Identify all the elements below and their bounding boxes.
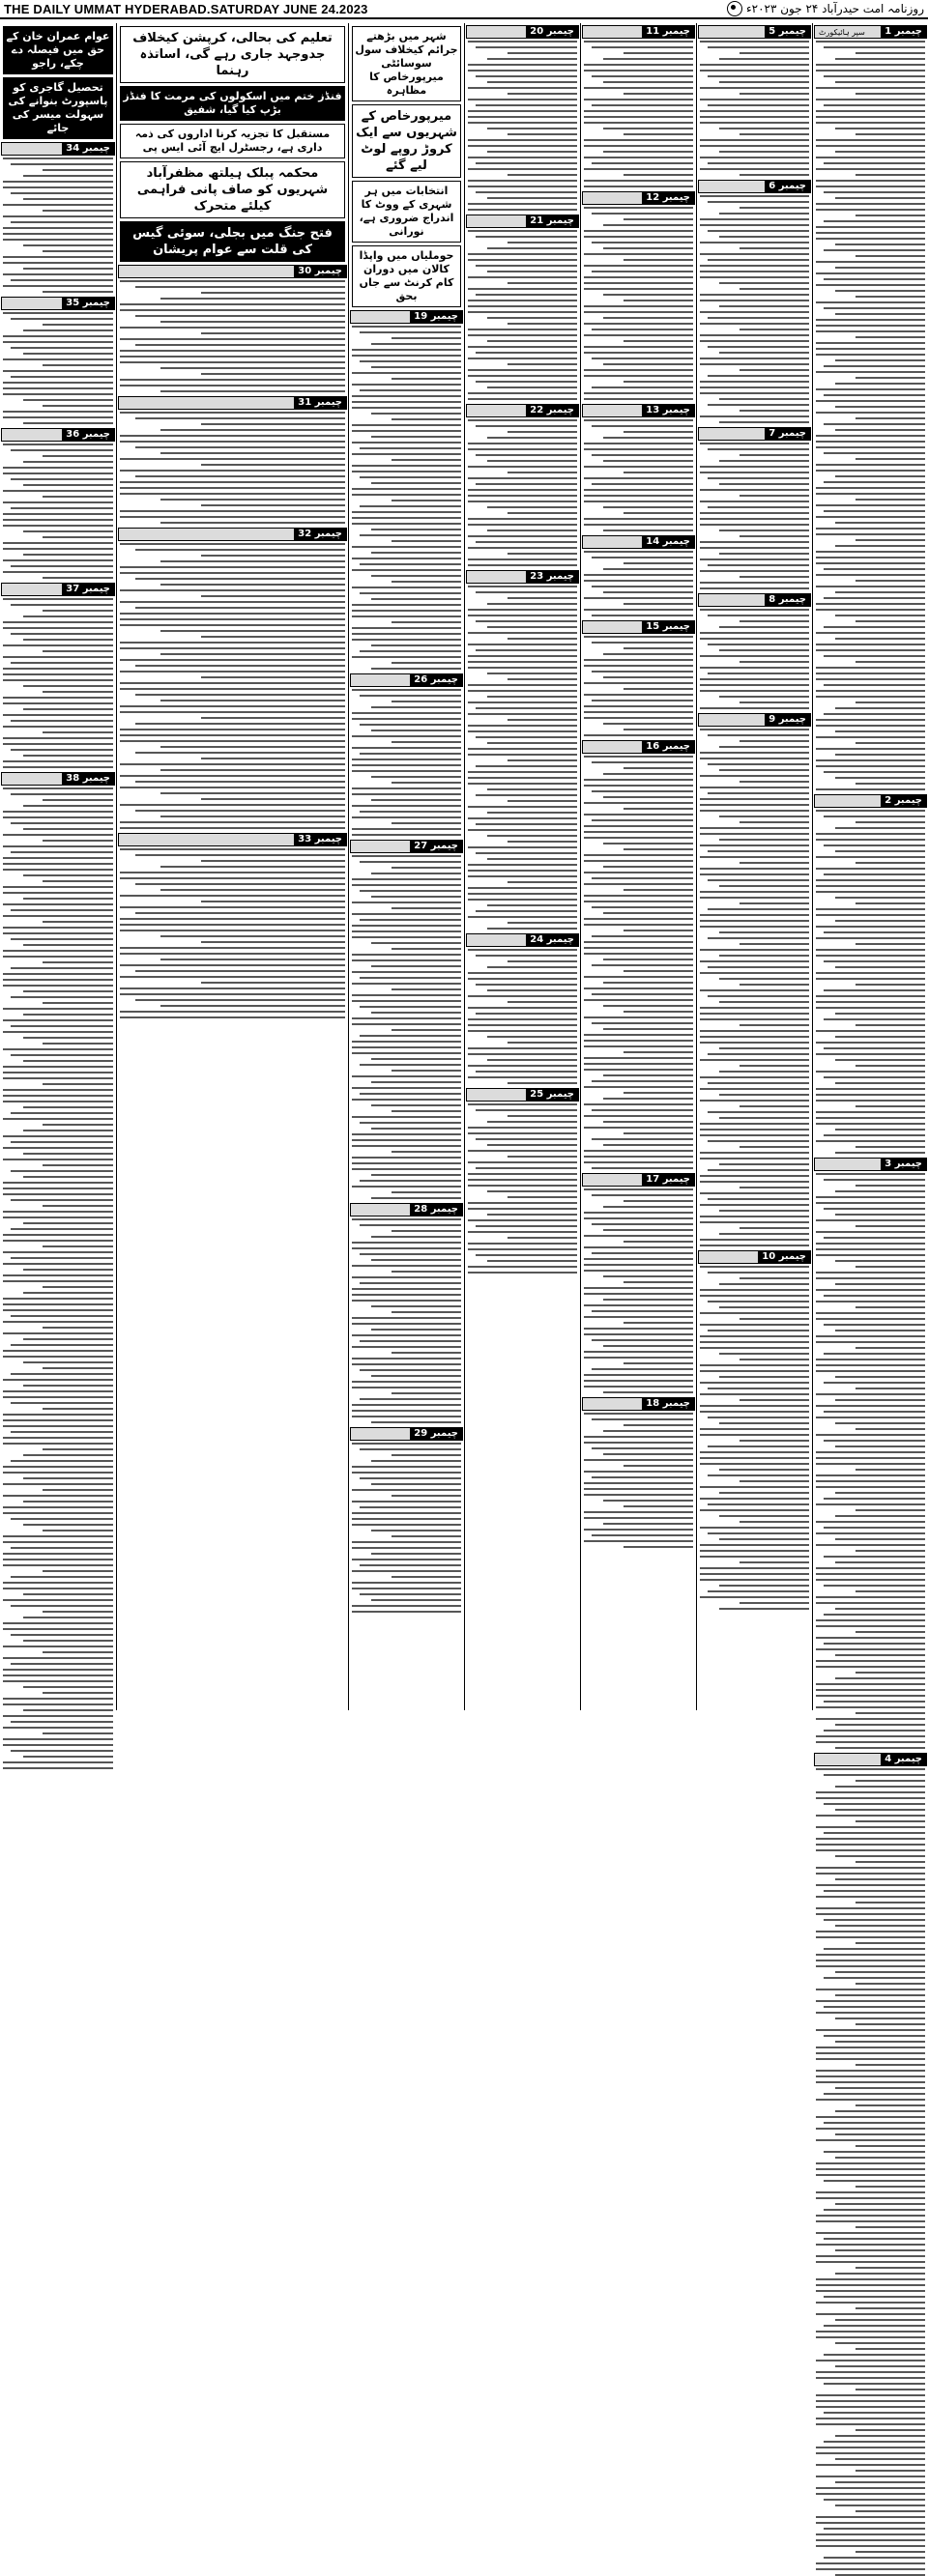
- section-header: [1, 772, 115, 786]
- section-header: [582, 191, 695, 205]
- section-header: [118, 833, 347, 846]
- section-number: چیمبر 32: [294, 529, 346, 540]
- masthead-title-en: THE DAILY UMMAT HYDERABAD.SATURDAY JUNE 24.2023: [4, 1, 368, 16]
- section-number: چیمبر 36: [62, 429, 114, 441]
- section-number: چیمبر 21: [526, 215, 578, 227]
- section-header: [466, 1088, 579, 1102]
- section-body-text: [700, 195, 809, 423]
- section-number: چیمبر 35: [62, 298, 114, 309]
- section-header: [350, 310, 463, 324]
- headline-ppp: مستقبل کا تجزیہ کرنا اداروں کی ذمہ داری ہے، رجسٹرل ایچ آئی ایس پی: [120, 124, 345, 158]
- section-topic: سپر ہائیکورٹ: [819, 27, 865, 37]
- headline-mirpur: میرپورخاص کے شہریوں سے ایک کروڑ روپے لوٹ لیے گئے: [352, 104, 461, 178]
- section-number: چیمبر 29: [410, 1428, 462, 1440]
- section-number: چیمبر 13: [642, 405, 694, 416]
- section-number: چیمبر 16: [642, 741, 694, 753]
- section-header: [1, 428, 115, 442]
- section-header: [118, 528, 347, 541]
- section-header: [466, 25, 579, 39]
- section-number: چیمبر 1: [881, 26, 926, 38]
- section-header: [582, 620, 695, 634]
- section-body-text: [468, 41, 577, 211]
- section-body-text: [584, 636, 693, 736]
- section-number: چیمبر 33: [294, 834, 346, 845]
- section-body-text: [352, 1443, 461, 1613]
- section-header: [350, 840, 463, 853]
- section-header: [1, 583, 115, 596]
- section-number: چیمبر 17: [642, 1174, 694, 1186]
- section-header: [1, 297, 115, 310]
- section-body-text: [3, 598, 113, 768]
- section-header: [814, 1753, 927, 1766]
- section-header: [698, 180, 811, 193]
- section-number: چیمبر 6: [765, 181, 810, 192]
- masthead: [0, 0, 928, 19]
- section-number: چیمبر 22: [526, 405, 578, 416]
- section-number: چیمبر 14: [642, 536, 694, 548]
- section-number: چیمبر 38: [62, 773, 114, 785]
- section-header: [698, 713, 811, 727]
- section-header: [814, 25, 927, 39]
- section-body-text: [468, 949, 577, 1084]
- section-header: [582, 1397, 695, 1411]
- section-number: چیمبر 18: [642, 1398, 694, 1410]
- section-header: [814, 1158, 927, 1171]
- section-body-text: [468, 586, 577, 930]
- section-body-text: [816, 1768, 925, 2576]
- column-6: [116, 23, 348, 1710]
- section-number: چیمبر 25: [526, 1089, 578, 1101]
- column-3: [580, 23, 696, 1710]
- section-body-text: [584, 551, 693, 616]
- section-number: چیمبر 9: [765, 714, 810, 726]
- section-body-text: [468, 1103, 577, 1274]
- section-header: [350, 1203, 463, 1216]
- section-number: چیمبر 26: [410, 674, 462, 686]
- section-body-text: [3, 157, 113, 293]
- ummat-logo-icon: [727, 1, 742, 16]
- section-body-text: [352, 689, 461, 836]
- section-header: [814, 794, 927, 808]
- section-header: [582, 404, 695, 417]
- section-number: چیمبر 4: [881, 1754, 926, 1765]
- section-body-text: [3, 444, 113, 579]
- section-body-text: [120, 543, 345, 829]
- headline-water: محکمہ پبلک ہیلتھ مظفرآباد شہریوں کو صاف پانی فراہمی کیلئے متحرک: [120, 161, 345, 218]
- headline-teachers: تعلیم کی بحالی، کرپشن کیخلاف جدوجہد جاری رہے گی، اساتذہ رہنما: [120, 26, 345, 83]
- section-body-text: [584, 1413, 693, 1548]
- section-header: [698, 427, 811, 441]
- section-body-text: [584, 41, 693, 187]
- section-number: چیمبر 28: [410, 1204, 462, 1216]
- section-number: چیمبر 12: [642, 192, 694, 204]
- headline-school-funds: فنڈز ختم میں اسکولوں کی مرمت کا فنڈز بڑپ کیا گیا، شفیق: [120, 86, 345, 121]
- headline-imran: عوام عمران خان کے حق میں فیصلہ دے چکے، راجو: [3, 26, 113, 74]
- section-number: چیمبر 2: [881, 795, 926, 807]
- section-body-text: [700, 41, 809, 176]
- headline-accident: حوملیاں میں واپڈا کالان میں دوران کام کرنٹ سے جاں بحق: [352, 245, 461, 307]
- section-body-text: [584, 1188, 693, 1393]
- section-body-text: [468, 419, 577, 566]
- section-body-text: [816, 810, 925, 1154]
- section-number: چیمبر 15: [642, 621, 694, 633]
- section-number: چیمبر 20: [526, 26, 578, 38]
- section-body-text: [352, 326, 461, 670]
- section-body-text: [352, 1218, 461, 1423]
- section-header: [466, 215, 579, 228]
- section-body-text: [3, 787, 113, 1769]
- section-body-text: [700, 729, 809, 1246]
- section-body-text: [352, 855, 461, 1199]
- column-5: [348, 23, 464, 1710]
- section-body-text: [584, 207, 693, 400]
- newspaper-page: [0, 23, 928, 1764]
- section-header: [582, 740, 695, 754]
- masthead-title-ur-text: روزنامہ امت حیدرآباد ۲۴ جون ۲۰۲۳ء: [745, 2, 924, 15]
- column-4: [464, 23, 580, 1710]
- section-body-text: [120, 280, 345, 392]
- section-header: [1, 142, 115, 156]
- headline-gas: فتح جنگ میں بجلی، سوئی گیس کی قلت سے عوام پریشان: [120, 221, 345, 262]
- section-header: [466, 933, 579, 947]
- section-body-text: [584, 756, 693, 1169]
- section-header: [466, 404, 579, 417]
- section-body-text: [120, 412, 345, 524]
- section-body-text: [3, 312, 113, 424]
- section-number: چیمبر 3: [881, 1159, 926, 1170]
- headline-passport: تحصیل گاجری کو پاسپورٹ بنوانے کی سہولت میسر کی جائے: [3, 77, 113, 139]
- section-number: چیمبر 30: [294, 266, 346, 277]
- section-number: چیمبر 27: [410, 841, 462, 852]
- section-number: چیمبر 11: [642, 26, 694, 38]
- section-body-text: [700, 609, 809, 709]
- section-body-text: [120, 848, 345, 1018]
- section-body-text: [468, 230, 577, 400]
- section-body-text: [816, 1173, 925, 1749]
- section-number: چیمبر 37: [62, 584, 114, 595]
- section-number: چیمبر 19: [410, 311, 462, 323]
- section-header: [118, 396, 347, 410]
- headline-election: انتخابات میں ہر شہری کے ووٹ کا اندراج ضروری ہے، نورانی: [352, 181, 461, 243]
- section-header: [582, 1173, 695, 1187]
- section-header: [466, 570, 579, 584]
- section-number: چیمبر 34: [62, 143, 114, 155]
- column-7: [0, 23, 116, 1710]
- section-number: چیمبر 8: [765, 594, 810, 606]
- section-header: [350, 673, 463, 687]
- section-body-text: [584, 419, 693, 531]
- section-body-text: [700, 1266, 809, 1610]
- headline-civil-society: شہر میں بڑھتے جرائم کیخلاف سول سوسائٹی میرپورخاص کا مظاہرہ: [352, 26, 461, 101]
- section-header: [698, 593, 811, 607]
- section-header: [582, 535, 695, 549]
- section-body-text: [816, 41, 925, 790]
- section-number: چیمبر 10: [758, 1251, 810, 1263]
- section-header: [350, 1427, 463, 1441]
- section-header: [698, 25, 811, 39]
- column-2: [696, 23, 812, 1710]
- section-header: [118, 265, 347, 278]
- section-header: [582, 25, 695, 39]
- section-number: چیمبر 5: [765, 26, 810, 38]
- masthead-title-ur: [727, 1, 924, 16]
- column-1: [812, 23, 928, 1764]
- section-body-text: [700, 443, 809, 589]
- section-header: [698, 1250, 811, 1264]
- section-number: چیمبر 24: [526, 934, 578, 946]
- section-number: چیمبر 31: [294, 397, 346, 409]
- section-number: چیمبر 7: [765, 428, 810, 440]
- section-number: چیمبر 23: [526, 571, 578, 583]
